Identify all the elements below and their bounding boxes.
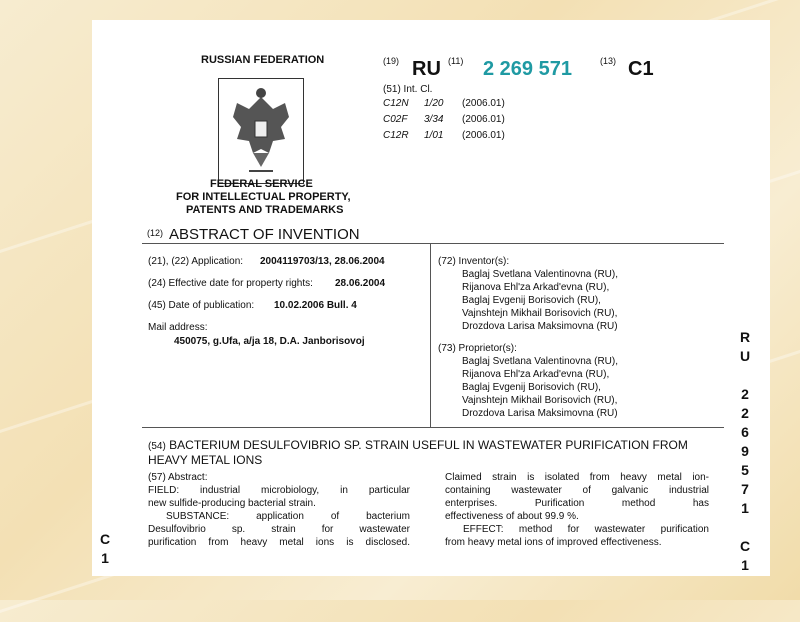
document-type-title: ABSTRACT OF INVENTION — [169, 226, 360, 243]
code-11: (11) — [448, 56, 464, 66]
inventor-name: Baglaj Evgenij Borisovich (RU), — [462, 295, 601, 306]
inventors-label: (72) Inventor(s): — [438, 256, 510, 267]
abstract-left-line: purification from heavy metal ions is disclosed. — [148, 537, 410, 548]
agency-line-1: FEDERAL SERVICE — [210, 178, 313, 190]
side-char: U — [739, 348, 751, 364]
intcl-label: (51) Int. Cl. — [383, 84, 433, 95]
abstract-right-line: Claimed strain is isolated from heavy metal ion- — [445, 472, 709, 483]
code-19: (19) — [383, 56, 400, 66]
abstract-right-line: enterprises. Purification method has — [445, 498, 709, 509]
side-gap — [736, 518, 754, 537]
abstract-left-line: Desulfovibrio sp. strain for wastewater — [148, 524, 410, 535]
side-char: 6 — [741, 424, 749, 440]
proprietors-label: (73) Proprietor(s): — [438, 343, 517, 354]
country-code-ru: RU — [412, 58, 441, 80]
application-label: (21), (22) Application: — [148, 256, 244, 267]
publication-date-label: (45) Date of publication: — [148, 300, 255, 311]
class-version: (2006.01) — [462, 114, 505, 125]
abstract-right-line: EFFECT: method for wastewater purification — [463, 524, 709, 535]
abstract-left-line: SUBSTANCE: application of bacterium — [166, 511, 410, 522]
proprietor-name: Rijanova Ehl'za Arkad'evna (RU), — [462, 369, 610, 380]
inventor-name: Drozdova Larisa Maksimovna (RU) — [462, 321, 618, 332]
side-char: 2 — [741, 386, 749, 402]
invention-title-text: BACTERIUM DESULFOVIBRIO SP. STRAIN USEFUL IN WASTEWATER PURIFICATION FROM — [169, 438, 688, 452]
mail-address-label: Mail address: — [148, 322, 208, 333]
side-char: 1 — [741, 557, 749, 573]
inventor-name: Rijanova Ehl'za Arkad'evna (RU), — [462, 282, 610, 293]
class-version: (2006.01) — [462, 98, 505, 109]
kind-code: C1 — [628, 58, 654, 80]
divider — [142, 243, 724, 244]
publication-date-value: 10.02.2006 Bull. 4 — [274, 300, 357, 311]
abstract-left-line: FIELD: industrial microbiology, in particular — [148, 485, 410, 496]
patent-document — [92, 20, 770, 576]
class-group: 1/20 — [424, 98, 444, 109]
patent-number: 2 269 571 — [483, 58, 572, 80]
column-divider — [430, 243, 431, 427]
inventor-name: Baglaj Svetlana Valentinovna (RU), — [462, 269, 619, 280]
effective-date-value: 28.06.2004 — [335, 278, 386, 289]
class-code: C12R — [383, 130, 409, 141]
abstract-right-line: containing wastewater of galvanic industrial — [445, 485, 709, 496]
mail-address-value: 450075, g.Ufa, a/ja 18, D.A. Janborisovoj — [174, 336, 365, 347]
invention-title-line-2: HEAVY METAL IONS — [148, 453, 263, 467]
code-54: (54) — [148, 441, 166, 452]
side-gap — [736, 366, 754, 385]
application-value: 2004119703/13, 28.06.2004 — [260, 256, 385, 267]
side-char: R — [739, 329, 751, 345]
proprietor-name: Baglaj Evgenij Borisovich (RU), — [462, 382, 601, 393]
class-code: C02F — [383, 114, 408, 125]
side-code-right — [736, 328, 754, 575]
country-label: RUSSIAN FEDERATION — [201, 54, 325, 66]
agency-line-3: PATENTS AND TRADEMARKS — [186, 204, 344, 216]
side-char: 7 — [741, 481, 749, 497]
abstract-right-line: effectiveness of about 99.9 %. — [445, 511, 579, 522]
abstract-right-line: from heavy metal ions of improved effectiveness. — [445, 537, 662, 548]
side-char: 1 — [101, 550, 109, 566]
proprietor-name: Drozdova Larisa Maksimovna (RU) — [462, 408, 618, 419]
class-group: 1/01 — [424, 130, 444, 141]
proprietor-name: Baglaj Svetlana Valentinovna (RU), — [462, 356, 619, 367]
invention-title-line-1 — [148, 438, 688, 452]
code-13: (13) — [600, 56, 617, 66]
side-char: 5 — [741, 462, 749, 478]
divider — [142, 427, 724, 428]
side-char: 9 — [741, 443, 749, 459]
side-code-left — [96, 530, 114, 568]
inventor-name: Vajnshtejn Mikhail Borisovich (RU), — [462, 308, 618, 319]
abstract-left-line: new sulfide-producing bacterial strain. — [148, 498, 316, 509]
side-char: 2 — [741, 405, 749, 421]
proprietor-name: Vajnshtejn Mikhail Borisovich (RU), — [462, 395, 618, 406]
coat-of-arms-emblem — [218, 78, 304, 184]
effective-date-label: (24) Effective date for property rights: — [148, 278, 313, 289]
class-group: 3/34 — [424, 114, 444, 125]
agency-line-2: FOR INTELLECTUAL PROPERTY, — [176, 191, 351, 203]
code-12: (12) — [147, 228, 164, 238]
abstract-label: (57) Abstract: — [148, 472, 208, 483]
class-code: C12N — [383, 98, 409, 109]
side-char: 1 — [741, 500, 749, 516]
side-char: C — [99, 531, 111, 547]
class-version: (2006.01) — [462, 130, 505, 141]
side-char: C — [739, 538, 751, 554]
